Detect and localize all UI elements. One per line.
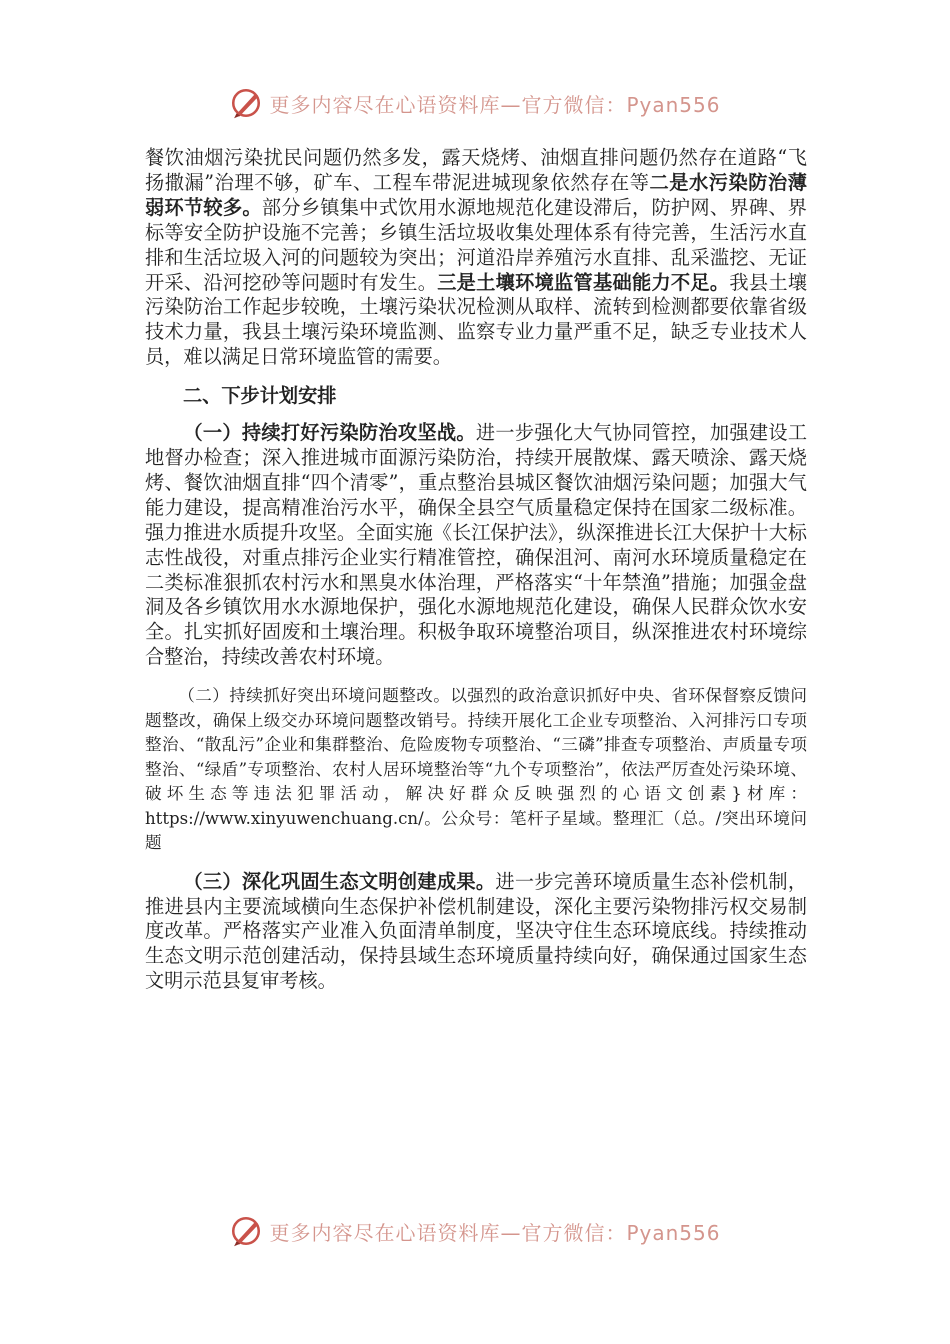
text-run: 进一步完善环境质量生态补偿机制，推进县内主要流域横向生态保护补偿机制建设，深化主要污染物排污权交易制度改革。严格落实产业准入负面清单制度，坚决守住生态环境底线。持续推动生态文明示范创建活动，保持县域生态环境质量持续向好，确保通过国家生态文明示范县复审考核。 [145, 869, 808, 993]
bold-run: （一）持续打好污染防治攻坚战。 [183, 421, 476, 445]
text-run: 我县土壤污染防治工作起步较晚，土壤污染状况检测从取样、流转到检测都要依靠省级技术力量，我县土壤污染环境监测、监察专业力量严重不足，缺乏专业技术人员，难以满足日常环境监管的需要。 [145, 270, 808, 369]
pen-circle-logo-icon [229, 1214, 263, 1248]
paragraph-problems [145, 146, 807, 370]
bold-run: 三是土壤环境监管基础能力不足。 [437, 270, 730, 294]
text-run: 部分乡镇集中式饮用水源地规范化建设滞后，防护网、界碑、界标等安全防护设施不完善；乡镇生活垃圾收集处理体系有待完善，生活污水直排和生活垃圾入河的问题较为突出；河道沿岸养殖污水直排、乱采滥挖、无证开采、沿河挖砂等问题时有发生。 [145, 195, 807, 294]
watermark-text: 更多内容尽在心语资料库—官方微信：Pyan556 [269, 1220, 721, 1245]
pen-circle-logo-icon [229, 86, 263, 120]
paragraph-plan-1 [145, 421, 807, 670]
section-heading: 二、下步计划安排 [183, 384, 337, 408]
text-run: （二）持续抓好突出环境问题整改。以强烈的政治意识抓好中央、省环保督察反馈问题整改，确保上级交办环境问题整改销号。持续开展化工企业专项整治、入河排污口专项整治、“散乱污”企业和集群整治、危险废物专项整治、“三磷”排查专项整治、声质量专项整治、“绿盾”专项整治、农村人居环境整治等“九个专项整治”，依法严厉查处污染环境、破坏生态等违法犯罪活动，解决好群众反映强烈的心语文创素}材库：https://www.xinyuwenchuang.cn/。公众号：笔杆子星域。整理汇（总。/突出环境问题 [145, 686, 807, 853]
document-body [145, 146, 807, 994]
text-run: 餐饮油烟污染扰民问题仍然多发，露天烧烤、油烟直排问题仍然存在道路“飞扬撒漏”治理不够，矿车、工程车带泥进城现象依然存在等 [145, 146, 807, 194]
paragraph-plan-3 [145, 870, 807, 995]
watermark-header [0, 86, 950, 120]
bold-run: （三）深化巩固生态文明创建成果。 [183, 869, 496, 893]
bold-run: 二是水污染防治薄弱环节较多。 [145, 170, 807, 219]
watermark-text: 更多内容尽在心语资料库—官方微信：Pyan556 [269, 92, 721, 117]
text-run: 进一步强化大气协同管控，加强建设工地督办检查；深入推进城市面源污染防治，持续开展散煤、露天喷涂、露天烧烤、餐饮油烟直排“四个清零”，重点整治县城区餐饮油烟污染问题；加强大气能力建设，提高精准治污水平，确保全县空气质量稳定保持在国家二级标准。强力推进水质提升攻坚。全面实施《长江保护法》，纵深推进长江大保护十大标志性战役，对重点排污企业实行精准管控，确保沮河、南河水环境质量稳定在二类标准狠抓农村污水和黑臭水体治理，严格落实“十年禁渔”措施；加强金盘洞及各乡镇饮用水水源地保护，强化水源地规范化建设，确保人民群众饮水安全。扎实抓好固废和土壤治理。积极争取环境整治项目，纵深推进农村环境综合整治，持续改善农村环境。 [145, 421, 808, 669]
paragraph-plan-2 [145, 684, 807, 856]
watermark-footer [0, 1214, 950, 1248]
